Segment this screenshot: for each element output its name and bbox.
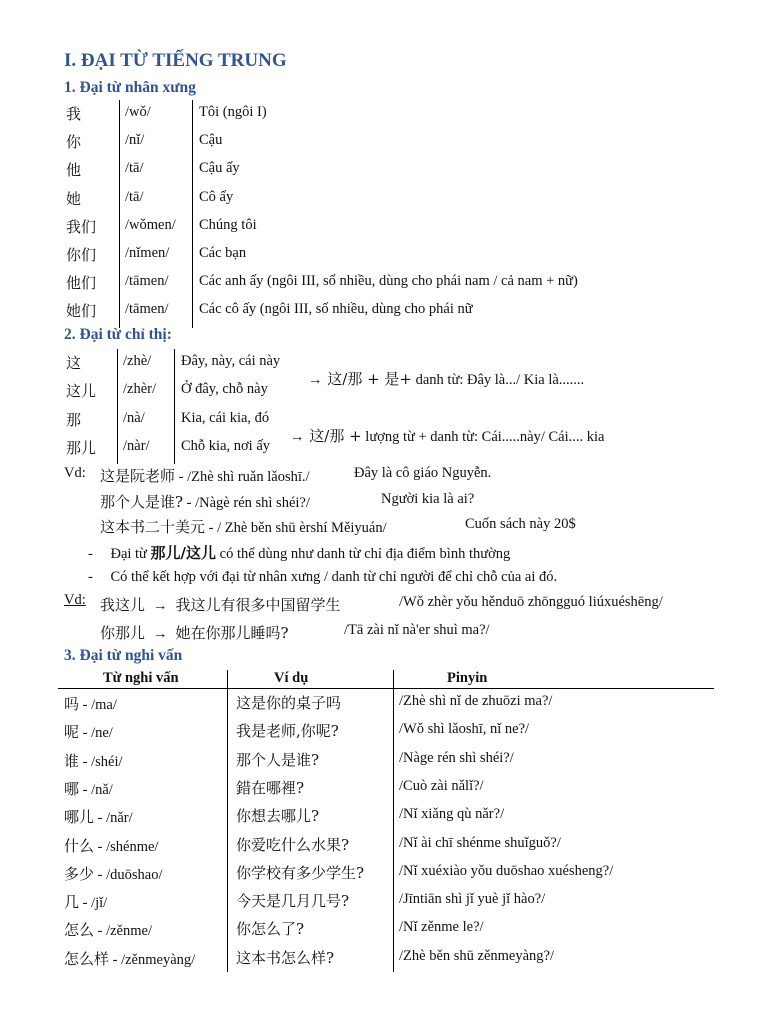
table-row-meaning: Ở đây, chỗ này [181,381,268,397]
table-2-divider-2 [174,349,175,464]
table-row-word [64,693,117,714]
table-2-divider-1 [117,349,118,464]
rule-note-2-text: lượng từ + danh từ: Cái.....này/ Cái.... kia [361,429,605,445]
question-word-pinyin: - /shéi/ [79,753,123,770]
table-row-meaning: Cô ấy [199,188,234,205]
table-row-hanzi: 她们 [66,302,97,321]
arrow-icon: → [290,429,305,445]
table-row-word [64,863,162,884]
question-word: 怎么 [64,921,95,940]
table-row-meaning: Các bạn [199,245,247,261]
question-word-pinyin: - /ma/ [79,697,117,713]
table-row-example: 錯在哪裡? [236,778,305,797]
table-row-word [64,806,133,827]
table-row-pinyin: /Zhè shì nǐ de zhuōzi ma?/ [399,693,553,709]
table-row-meaning: Tôi (ngôi I) [199,104,267,120]
question-word: 谁 [64,751,80,770]
table-row-word [64,919,152,940]
table-row-hanzi: 那儿 [66,439,97,457]
question-word: 呢 [64,723,80,742]
example-row [100,465,310,486]
table-row-hanzi: 我 [66,105,82,123]
table-row-meaning: Cậu [199,132,223,149]
example-row [100,594,341,615]
bullet-1-text: có thể dùng như danh từ chỉ địa điểm bình thường [216,546,511,562]
table-row-pinyin: /tāmen/ [125,301,169,318]
table-row-pinyin: /tāmen/ [125,273,169,290]
example-sentence: 我这儿有很多中国留学生 [175,596,341,614]
question-word-pinyin: - /nǎr/ [94,810,133,827]
table-row-hanzi: 那 [66,411,82,429]
example-chinese: 这本书二十美元 [100,518,206,536]
question-word: 多少 [64,864,95,883]
table-row-word [64,948,195,969]
example-translation: Người kia là ai? [381,491,475,507]
bullet-1-chinese: 那儿/这儿 [150,544,217,562]
section-2-heading: 2. Đại từ chỉ thị: [64,326,172,343]
column-header: Từ nghi vấn [103,670,179,686]
example-translation: Đây là cô giáo Nguyễn. [354,465,492,481]
table-row-word [64,721,113,742]
table-row-pinyin: /nǐ/ [125,132,145,149]
question-word: 哪儿 [64,808,95,827]
example-chinese: 这是阮老师 [100,467,176,485]
arrow-icon: → [153,626,168,642]
bullet-dash: - [88,546,93,562]
question-word-pinyin: - /shénme/ [94,838,159,855]
table-row-pinyin: /Nǐ xiǎng qù nǎr?/ [399,806,505,823]
table-row-example: 你爱吃什么水果? [236,835,350,854]
table-row-word [64,891,107,912]
question-word: 怎么样 [64,949,110,968]
rule-note-2-chinese: 这/那 + [304,427,362,445]
rule-note-1 [308,368,584,389]
example-row [100,622,289,643]
table-row-hanzi: 这儿 [66,382,97,400]
table-3-divider-2 [393,670,394,972]
column-header: Pinyin [447,670,488,686]
example-sentence: 她在你那儿睡吗? [175,624,289,642]
table-row-pinyin: /zhè/ [123,353,152,369]
question-word-pinyin: - /zěnme/ [94,923,152,940]
page-title: I. ĐẠI TỪ TIẾNG TRUNG [64,50,287,71]
example-label: Vd: [64,465,86,481]
table-row-pinyin: /tā/ [125,160,144,177]
table-row-hanzi: 你们 [66,246,97,264]
column-header: Ví dụ [274,670,309,686]
table-row-pinyin: /Jīntiān shì jǐ yuè jǐ hào?/ [399,891,546,908]
bullet-1-prefix: Đại từ [110,546,151,562]
section-1-heading: 1. Đại từ nhân xưng [64,79,196,96]
bullet-2-text: Có thể kết hợp với đại từ nhân xưng / danh từ chỉ người để chỉ chỗ của ai đó. [110,569,558,585]
table-row-pinyin: /Zhè běn shū zěnmeyàng?/ [399,947,555,964]
table-row-example: 那个人是谁? [236,750,320,769]
table-row-example: 你想去哪儿? [236,807,320,826]
table-row-example: 你怎么了? [236,920,305,939]
bullet-2 [88,569,557,586]
table-row-example: 我是老师,你呢? [236,722,339,741]
table-row-pinyin: /nǐmen/ [125,245,170,261]
example-pinyin: - / Zhè běn shū èrshí Měiyuán/ [205,520,387,536]
table-1-divider-1 [119,100,120,328]
bullet-dash: - [88,569,93,585]
question-word: 什么 [64,836,95,855]
question-word-pinyin: - /duōshao/ [94,866,163,883]
table-row-pinyin: /Nǐ zěnme le?/ [399,919,484,936]
table-row-hanzi: 她 [66,189,82,208]
question-word: 几 [64,893,80,912]
question-word: 吗 [64,695,80,713]
table-row-example: 这是你的桌子吗 [236,694,342,712]
example-row [100,491,310,512]
table-3-divider-1 [227,670,228,972]
table-row-pinyin: /tā/ [125,188,144,205]
table-row-hanzi: 这 [66,354,82,372]
rule-note-2 [290,425,604,446]
question-word-pinyin: - /ne/ [79,725,113,742]
rule-note-1-text: danh từ: Đây là.../ Kia là....... [412,372,585,388]
table-row-pinyin: /nàr/ [123,438,150,454]
question-word-pinyin: - /nǎ/ [79,781,113,798]
table-row-meaning: Các cô ấy (ngôi III, số nhiều, dùng cho phái nữ [199,301,473,318]
rule-note-1-chinese: 这/那 + 是+ [322,370,412,388]
table-row-meaning: Các anh ấy (ngôi III, số nhiều, dùng cho phái nam / cả nam + nữ) [199,273,578,290]
table-row-pinyin: /nà/ [123,410,145,426]
table-row-pinyin: /wǒ/ [125,104,151,120]
example-label-2: Vd: [64,592,86,608]
table-row-meaning: Chúng tôi [199,216,257,233]
arrow-icon: → [308,372,323,388]
table-row-hanzi: 他们 [66,274,97,293]
table-row-hanzi: 他 [66,161,82,180]
example-chinese: 我这儿 [100,596,146,614]
section-3-heading: 3. Đại từ nghi vấn [64,647,183,664]
table-row-pinyin: /Wǒ shì lǎoshī, nǐ ne?/ [399,721,530,738]
table-row-word [64,778,113,799]
table-row-meaning: Chỗ kia, nơi ấy [181,438,271,454]
table-row-example: 这本书怎么样? [236,948,335,967]
table-row-pinyin: /Nàge rén shì shéi?/ [399,749,514,766]
question-word: 哪 [64,779,80,798]
example-pinyin: - /Nàgè rén shì shéi?/ [183,495,310,511]
question-word-pinyin: - /jǐ/ [79,895,108,912]
table-row-example: 你学校有多少学生? [236,863,365,882]
question-word-pinyin: - /zěnmeyàng/ [109,951,196,968]
table-row-meaning: Kia, cái kia, đó [181,410,270,426]
table-row-pinyin: /zhèr/ [123,381,157,397]
example-chinese: 那个人是谁? [100,493,184,511]
table-row-hanzi: 你 [66,133,82,152]
table-3-header-rule [58,688,714,689]
example-pinyin: - /Zhè shì ruǎn lǎoshī./ [175,469,310,485]
table-row-meaning: Đây, này, cái này [181,353,281,369]
table-row-example: 今天是几月几号? [236,892,350,911]
table-row-pinyin: /Nǐ xuéxiào yǒu duōshao xuésheng?/ [399,862,614,879]
table-row-hanzi: 我们 [66,217,97,236]
arrow-icon: → [153,598,168,614]
table-row-meaning: Cậu ấy [199,160,240,177]
table-row-pinyin: /Cuò zài nǎlǐ?/ [399,777,484,794]
example-row [100,516,387,537]
example-pinyin: /Tā zài nǐ nà'er shuì ma?/ [344,622,490,638]
example-pinyin: /Wǒ zhèr yǒu hěnduō zhōngguó liúxuéshēng/ [399,594,663,610]
example-chinese: 你那儿 [100,624,146,642]
table-row-word [64,835,158,856]
table-1-divider-2 [192,100,193,328]
table-row-word [64,750,123,771]
table-row-pinyin: /Nǐ ài chī shénme shuǐguǒ?/ [399,834,561,851]
table-row-pinyin: /wǒmen/ [125,216,176,233]
bullet-1 [88,542,510,563]
example-translation: Cuốn sách này 20$ [465,516,576,532]
